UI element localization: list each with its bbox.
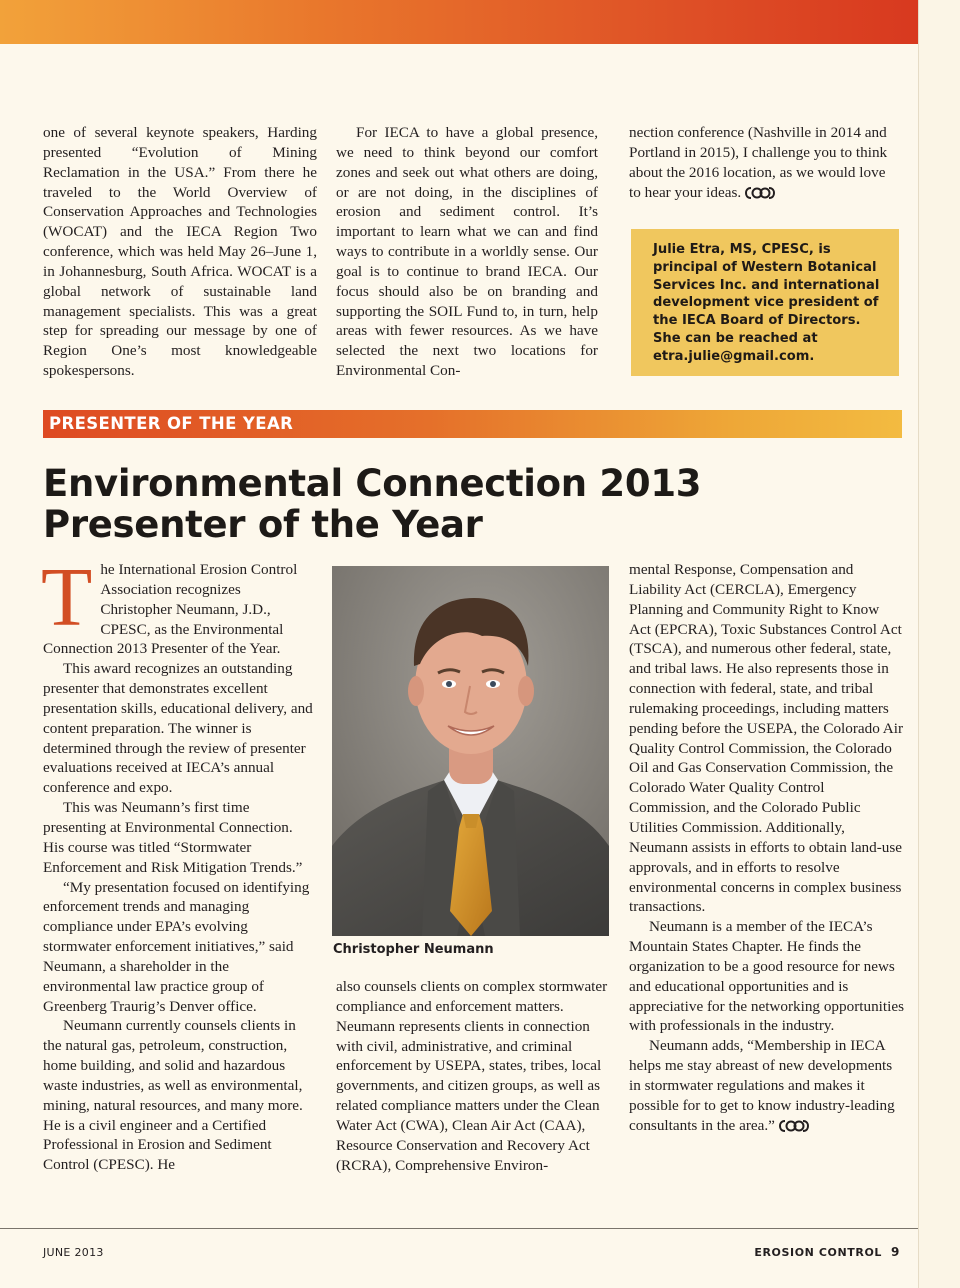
article-paragraph: also counsels clients on complex stormwater compliance and enforcement matters. Neumann represents clients in connection with civil, administrative, and criminal enforcement by USEPA, states, tribes, local governments, and citizen groups, as well as related compliance matters under the Clean Water Act (CWA), Clean Air Act (CAA), Resource Conservation and Recovery Act (RCRA), Comprehensive Environ- xyxy=(336,978,608,1174)
article-column-1 xyxy=(41,551,315,1175)
drop-cap: T xyxy=(41,551,93,644)
ieca-logo-end-mark-icon xyxy=(745,187,775,199)
article-title-line-2: Presenter of the Year xyxy=(43,503,483,546)
portrait-illustration xyxy=(332,566,609,936)
article-intro-text: he International Erosion Control Association recognizes Christopher Neumann, J.D., CPESC, as the Environmental Connection 2013 Presenter of the Year. xyxy=(43,561,298,658)
top-column-2-text: For IECA to have a global presence, we need to think beyond our comfort zones and seek out what others are doing, or are not doing, in the disciplines of erosion and sediment control. It’s important to learn what we can and find ways to contribute in a worldly sense. Our goal is to continue to brand IECA. Our focus should also be on branding and supporting the SOIL Fund to, in turn, help areas with fewer resources. As we have selected the next two locations for Environmental Con- xyxy=(336,124,598,380)
article-column-2 xyxy=(336,977,608,1175)
article-paragraph: Neumann adds, “Membership in IECA helps me stay abreast of new developments in stormwater regulations and makes it possible for to get to know industry-leading consultants in the area.” xyxy=(629,1037,895,1134)
author-bio-text: Julie Etra, MS, CPESC, is principal of Western Botanical Services Inc. and international development vice president of the IECA Board of Directors. She can be reached at etra.julie@gmail.com. xyxy=(653,242,880,364)
top-column-3 xyxy=(629,123,899,202)
top-column-3-text: nection conference (Nashville in 2014 and Portland in 2015), I challenge you to think about the 2016 location, as we would love to hear your ideas. xyxy=(629,124,888,201)
top-color-band xyxy=(0,0,918,44)
ieca-logo-end-mark-icon xyxy=(779,1120,809,1132)
author-bio-box xyxy=(631,229,899,376)
section-banner xyxy=(43,410,902,438)
footer-rule xyxy=(0,1228,918,1229)
publication-name: EROSION CONTROL xyxy=(754,1246,883,1259)
footer-publication xyxy=(754,1245,900,1259)
portrait-photo xyxy=(332,566,609,936)
article-title xyxy=(43,463,903,545)
article-paragraph: Neumann is a member of the IECA’s Mountain States Chapter. He finds the organization to be a good resource for news and educational opportunities and is appreciative for the networking opportunities with professionals in the industry. xyxy=(629,918,904,1035)
section-label: PRESENTER OF THE YEAR xyxy=(49,414,294,433)
top-column-2 xyxy=(336,123,598,381)
article-title-line-1: Environmental Connection 2013 xyxy=(43,462,702,505)
page-number: 9 xyxy=(891,1245,900,1259)
article-paragraph: This award recognizes an outstanding presenter that demonstrates excellent presentation skills, educational delivery, and content preparation. The winner is determined through the review of presenter evaluations received at IECA’s annual conference and expo. xyxy=(43,660,313,797)
article-paragraph: Neumann currently counsels clients in the natural gas, petroleum, construction, home building, and solid and hazardous waste industries, as well as environmental, mining, natural resources, and many more. He is a civil engineer and a Certified Professional in Erosion and Sediment Control (CPESC). He xyxy=(43,1017,303,1174)
article-paragraph: mental Response, Compensation and Liability Act (CERCLA), Emergency Planning and Community Right to Know Act (EPCRA), Toxic Substances Control Act (TSCA), and numerous other federal, state, and tribal laws. He also represents those in connection with federal, state, and tribal rulemaking proceedings, including matters pending before the USEPA, the Colorado Air Quality Control Commission, the Colorado Oil and Gas Conservation Commission, the Colorado Water Quality Control Commission, and the Colorado Public Utilities Commission. Additionally, Neumann assists in efforts to obtain land-use approvals, and in efforts to resolve environmental concerns in complex business transactions. xyxy=(629,561,904,916)
photo-caption: Christopher Neumann xyxy=(333,942,494,957)
top-column-1-text: one of several keynote speakers, Harding presented “Evolution of Mining Reclamation in the USA.” From there he traveled to the World Overview of Conservation Approaches and Technologies (WOCAT) and the IECA Region Two conference, which was held May 26–June 1, in Johannesburg, South Africa. WOCAT is a global network of sustainable land management specialists. This was a great step for spreading our message by one of Region One’s most knowledgeable spokespersons. xyxy=(43,124,317,380)
article-paragraph: “My presentation focused on identifying enforcement trends and managing compliance under EPA’s evolving stormwater enforcement initiatives,” said Neumann, a shareholder in the environmental law practice group of Greenberg Traurig’s Denver office. xyxy=(43,878,310,1015)
footer-date: JUNE 2013 xyxy=(43,1246,104,1259)
article-column-3 xyxy=(629,560,904,1135)
page-edge xyxy=(918,0,960,1288)
top-column-1 xyxy=(43,123,317,381)
article-paragraph: This was Neumann’s first time presenting at Environmental Connection. His course was titled “Stormwater Enforcement and Risk Mitigation Trends.” xyxy=(43,799,303,876)
